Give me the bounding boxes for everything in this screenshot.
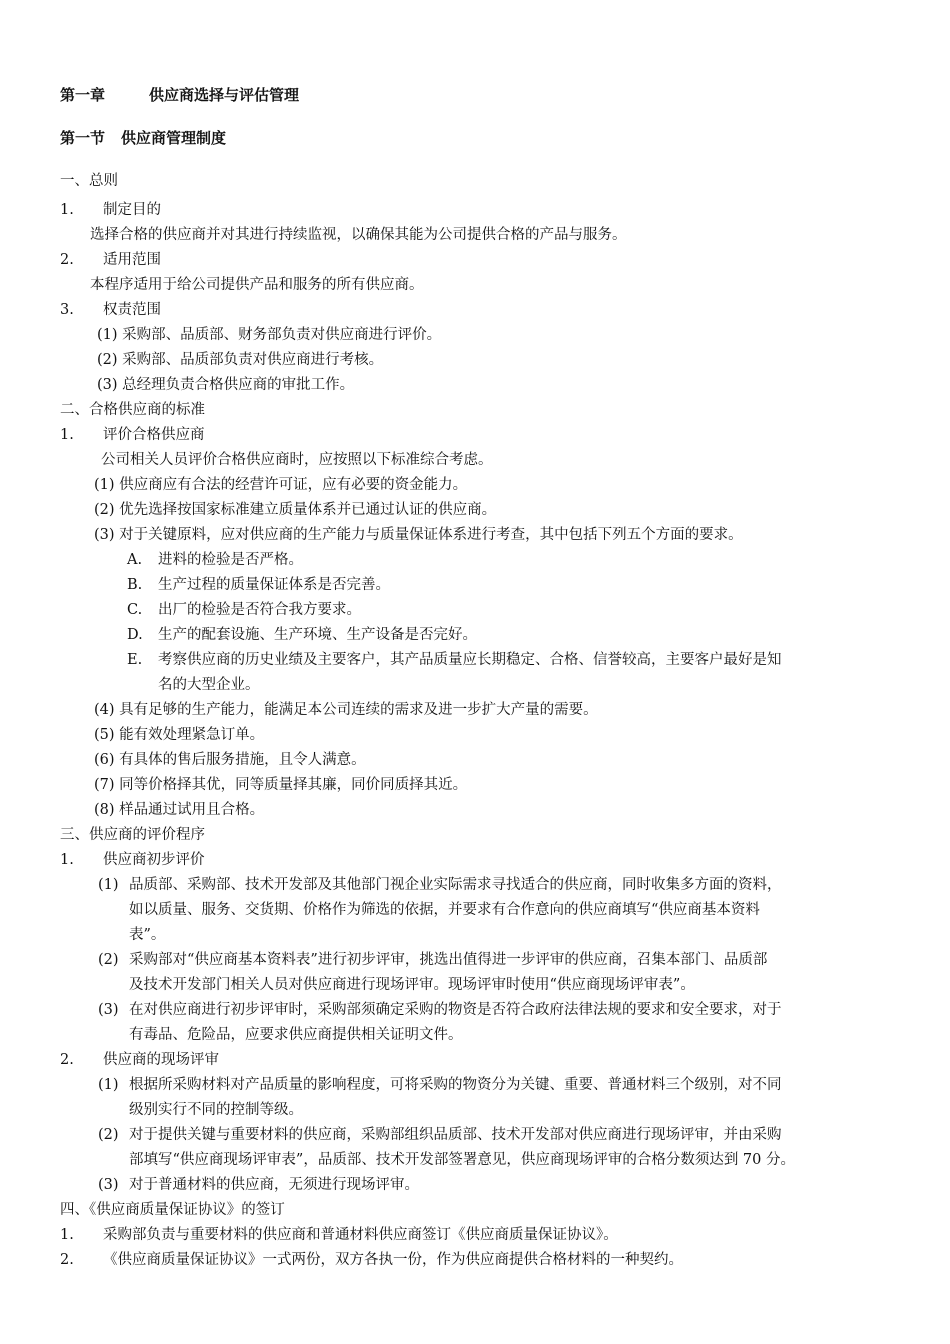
s1-item1-body: 选择合格的供应商并对其进行持续监视，以确保其能为公司提供合格的产品与服务。 [90, 227, 627, 243]
s1-item2-title: 适用范围 [103, 252, 161, 268]
s2-sub-e-label: E. [127, 652, 143, 668]
s2-sub-d-text: 生产的配套设施、生产环境、生产设备是否完好。 [158, 627, 477, 643]
s2-point4: (4) 具有足够的生产能力，能满足本公司连续的需求及进一步扩大产量的需要。 [94, 702, 598, 718]
s3-q2-num: (2) [98, 1127, 119, 1143]
s3-q1-line2: 级别实行不同的控制等级。 [129, 1102, 303, 1118]
s3-point2-num: (2) [98, 952, 119, 968]
s1-item3-point3: (3) 总经理负责合格供应商的审批工作。 [97, 377, 355, 393]
s3-heading: 三、供应商的评价程序 [60, 827, 205, 843]
s4-item1-num: 1. [60, 1227, 74, 1243]
s3-item1-num: 1. [60, 852, 74, 868]
section-label: 第一节 [60, 129, 106, 147]
s1-item1-title: 制定目的 [103, 202, 161, 218]
s2-point3: (3) 对于关键原料，应对供应商的生产能力与质量保证体系进行考查，其中包括下列五个方面的要求。 [94, 527, 743, 543]
s3-q2-line2: 部填写“供应商现场评审表”，品质部、技术开发部签署意见，供应商现场评审的合格分数须达到 70 分。 [129, 1152, 795, 1168]
s1-item3-num: 3. [60, 302, 74, 318]
s2-point7: (7) 同等价格择其优，同等质量择其廉，同价同质择其近。 [94, 777, 468, 793]
s1-item3-point1: (1) 采购部、品质部、财务部负责对供应商进行评价。 [97, 327, 442, 343]
s2-sub-e-text-line1: 考察供应商的历史业绩及主要客户，其产品质量应长期稳定、合格、信誉较高，主要客户最好是知 [158, 652, 782, 668]
s2-item1-num: 1. [60, 427, 74, 443]
chapter-label: 第一章 [60, 86, 106, 104]
s2-sub-d-label: D. [127, 627, 143, 643]
s3-q3-num: (3) [98, 1177, 119, 1193]
s3-point1-num: (1) [98, 877, 119, 893]
s3-point1-line3: 表”。 [129, 927, 166, 943]
s2-sub-c-label: C. [127, 602, 143, 618]
s2-point2: (2) 优先选择按国家标准建立质量体系并已通过认证的供应商。 [94, 502, 497, 518]
s3-point2-line2: 及技术开发部门相关人员对供应商进行现场评审。现场评审时使用“供应商现场评审表”。 [129, 977, 695, 993]
s2-sub-a-text: 进料的检验是否严格。 [158, 552, 303, 568]
s2-sub-c-text: 出厂的检验是否符合我方要求。 [158, 602, 361, 618]
s2-point6: (6) 有具体的售后服务措施，且令人满意。 [94, 752, 366, 768]
s3-item2-num: 2. [60, 1052, 74, 1068]
s4-heading: 四、《供应商质量保证协议》的签订 [60, 1202, 285, 1218]
s4-item1-text: 采购部负责与重要材料的供应商和普通材料供应商签订《供应商质量保证协议》。 [103, 1227, 618, 1243]
s3-point3-num: (3) [98, 1002, 119, 1018]
s1-item3-point2: (2) 采购部、品质部负责对供应商进行考核。 [97, 352, 384, 368]
chapter-title: 供应商选择与评估管理 [149, 86, 300, 104]
s2-sub-a-label: A. [127, 552, 143, 568]
s1-heading: 一、总则 [60, 173, 118, 189]
s3-q1-num: (1) [98, 1077, 119, 1093]
s3-q1-line1: 根据所采购材料对产品质量的影响程度，可将采购的物资分为关键、重要、普通材料三个级别，对不同 [129, 1077, 782, 1093]
s3-item1-title: 供应商初步评价 [103, 852, 205, 868]
s2-intro: 公司相关人员评价合格供应商时，应按照以下标准综合考虑。 [101, 452, 493, 468]
section-title: 供应商管理制度 [121, 129, 227, 147]
s4-item2-text: 《供应商质量保证协议》一式两份，双方各执一份，作为供应商提供合格材料的一种契约。 [103, 1252, 683, 1268]
s4-item2-num: 2. [60, 1252, 74, 1268]
s3-point1-line1: 品质部、采购部、技术开发部及其他部门视企业实际需求寻找适合的供应商，同时收集多方面的资料， [129, 877, 782, 893]
chapter-heading [60, 85, 299, 105]
s2-point5: (5) 能有效处理紧急订单。 [94, 727, 265, 743]
s2-sub-b-text: 生产过程的质量保证体系是否完善。 [158, 577, 390, 593]
s3-point3-line2: 有毒品、危险品，应要求供应商提供相关证明文件。 [129, 1027, 463, 1043]
s1-item3-title: 权责范围 [103, 302, 161, 318]
s2-point1: (1) 供应商应有合法的经营许可证，应有必要的资金能力。 [94, 477, 468, 493]
s1-item2-num: 2. [60, 252, 74, 268]
s2-heading: 二、合格供应商的标准 [60, 402, 205, 418]
s3-item2-title: 供应商的现场评审 [103, 1052, 219, 1068]
s3-q3-text: 对于普通材料的供应商，无须进行现场评审。 [129, 1177, 419, 1193]
section-heading [60, 128, 226, 148]
s3-point3-line1: 在对供应商进行初步评审时，采购部须确定采购的物资是否符合政府法律法规的要求和安全要求，对于 [129, 1002, 782, 1018]
s2-sub-e-text-line2: 名的大型企业。 [158, 677, 260, 693]
s2-sub-b-label: B. [127, 577, 143, 593]
s1-item2-body: 本程序适用于给公司提供产品和服务的所有供应商。 [90, 277, 424, 293]
s3-point1-line2: 如以质量、服务、交货期、价格作为筛选的依据，并要求有合作意向的供应商填写“供应商基本资料 [129, 902, 760, 918]
s3-point2-line1: 采购部对“供应商基本资料表”进行初步评审，挑选出值得进一步评审的供应商，召集本部门、品质部 [129, 952, 768, 968]
s1-item1-num: 1. [60, 202, 74, 218]
s2-point8: (8) 样品通过试用且合格。 [94, 802, 265, 818]
s2-item1-title: 评价合格供应商 [103, 427, 205, 443]
s3-q2-line1: 对于提供关键与重要材料的供应商，采购部组织品质部、技术开发部对供应商进行现场评审，并由采购 [129, 1127, 782, 1143]
